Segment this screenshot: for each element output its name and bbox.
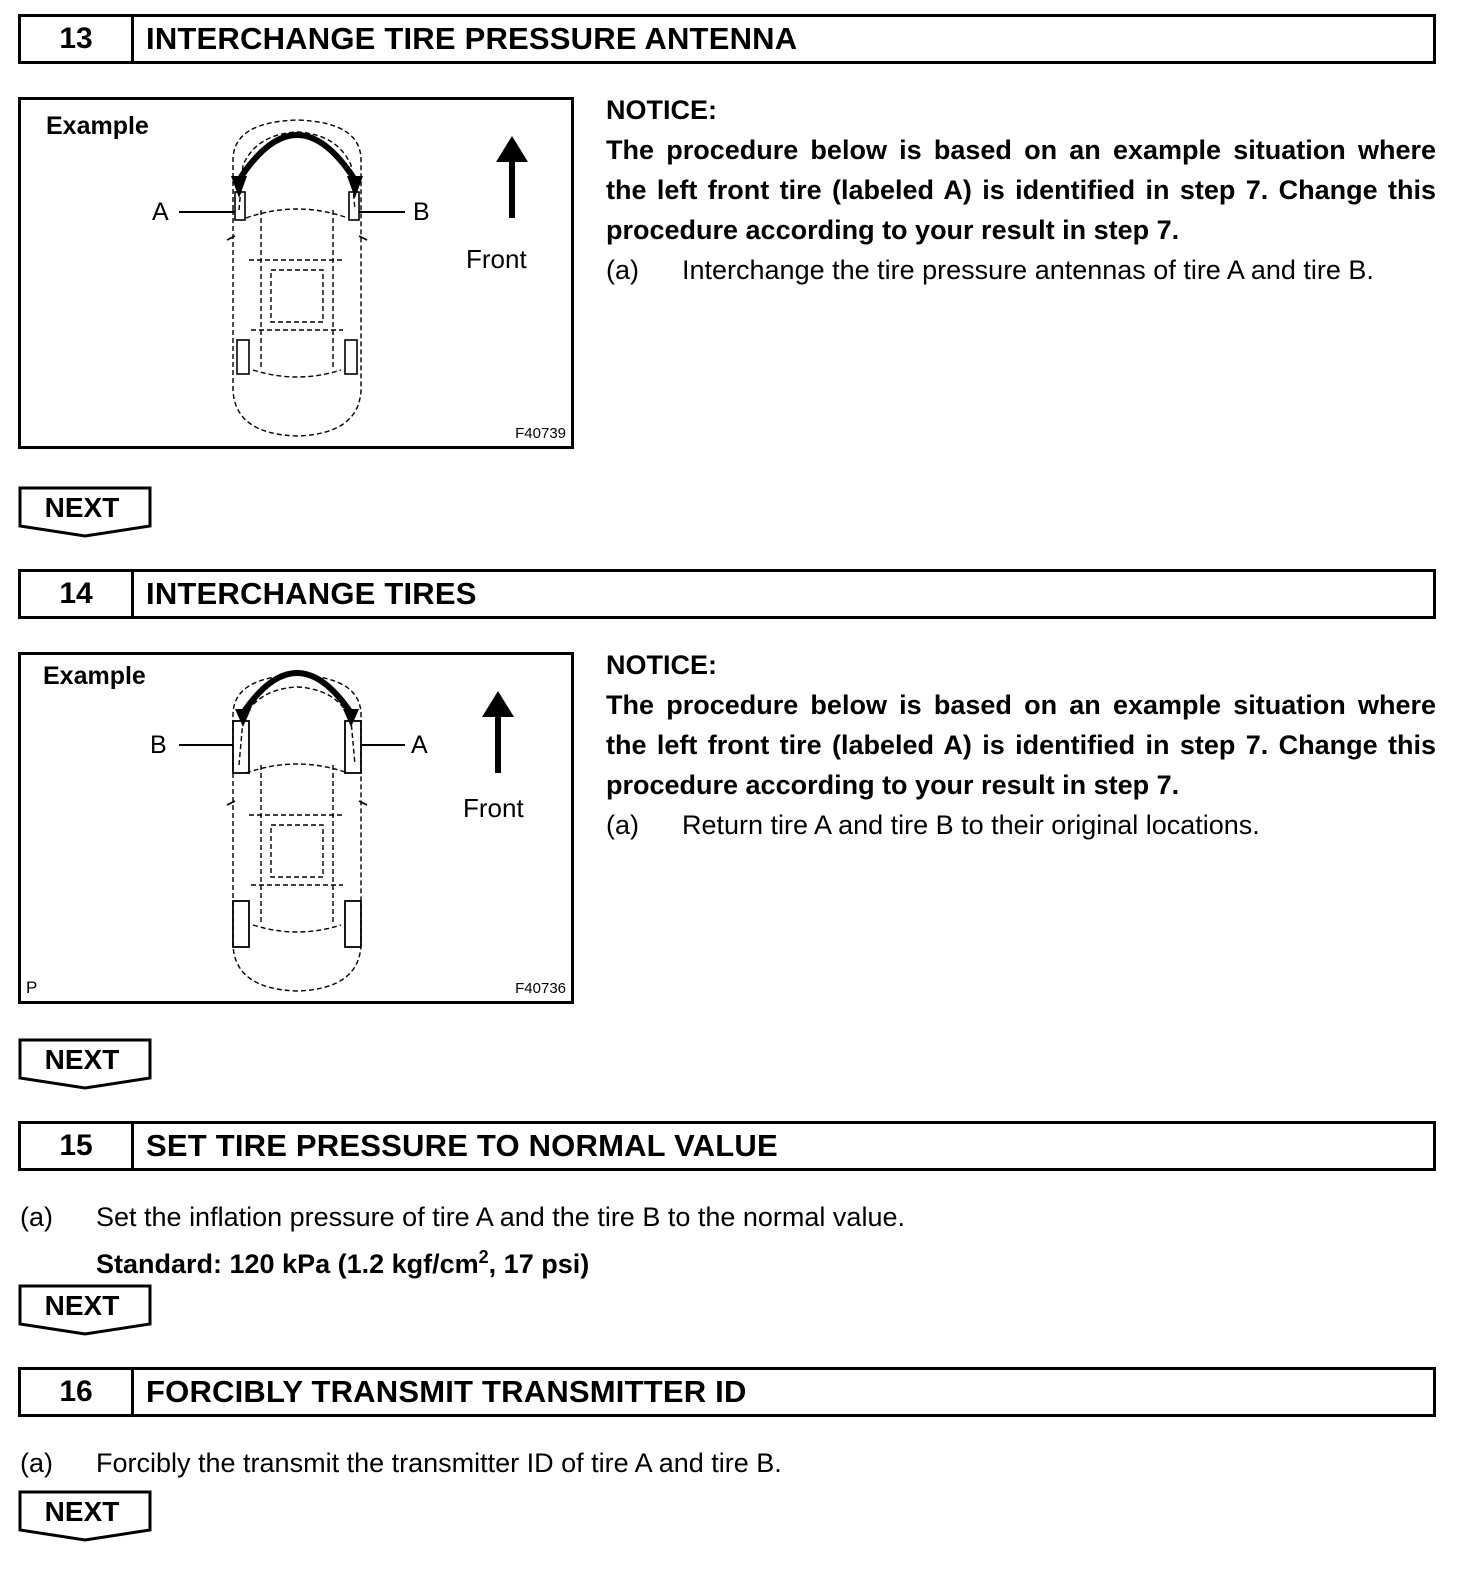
next-button-15[interactable] bbox=[18, 1284, 154, 1336]
step-number: 15 bbox=[21, 1124, 134, 1168]
figure-code: F40736 bbox=[515, 980, 566, 997]
car-top-view-diagram bbox=[21, 100, 577, 452]
standard-prefix: Standard: 120 kPa (1.2 kgf/cm bbox=[96, 1249, 479, 1279]
standard-value bbox=[20, 1237, 905, 1284]
step-a bbox=[20, 1443, 782, 1483]
next-label: NEXT bbox=[44, 1496, 120, 1527]
figure-corner-mark: P bbox=[26, 978, 38, 997]
next-label: NEXT bbox=[44, 492, 120, 523]
step-label: (a) bbox=[20, 1202, 53, 1232]
tire-b-label: B bbox=[150, 731, 167, 759]
next-label: NEXT bbox=[44, 1290, 120, 1321]
step-title: SET TIRE PRESSURE TO NORMAL VALUE bbox=[146, 1128, 778, 1163]
step-text: Set the inflation pressure of tire A and the tire B to the normal value. bbox=[96, 1202, 905, 1232]
section-14-header bbox=[18, 569, 1436, 619]
front-label: Front bbox=[466, 244, 527, 274]
section-14-notice bbox=[606, 645, 1436, 845]
step-text: Forcibly the transmit the transmitter ID of tire A and tire B. bbox=[96, 1448, 782, 1478]
next-button-14[interactable] bbox=[18, 1038, 154, 1090]
section-13-header bbox=[18, 14, 1436, 64]
section-15-body bbox=[20, 1197, 905, 1284]
step-label: (a) bbox=[606, 255, 639, 285]
step-label: (a) bbox=[606, 810, 639, 840]
notice-heading: NOTICE: bbox=[606, 95, 717, 125]
step-a bbox=[606, 805, 1436, 845]
tire-b-label: B bbox=[413, 198, 430, 226]
next-button-13[interactable] bbox=[18, 486, 154, 538]
step-number: 16 bbox=[21, 1370, 134, 1414]
section-14-figure bbox=[18, 652, 574, 1004]
step-number: 13 bbox=[21, 17, 134, 61]
step-label: (a) bbox=[20, 1448, 53, 1478]
notice-heading: NOTICE: bbox=[606, 650, 717, 680]
figure-code: F40739 bbox=[515, 425, 566, 442]
step-text: Interchange the tire pressure antennas of tire A and tire B. bbox=[682, 255, 1374, 285]
figure-example-label: Example bbox=[46, 112, 149, 140]
step-number: 14 bbox=[21, 572, 134, 616]
standard-superscript: 2 bbox=[478, 1247, 489, 1267]
section-16-header bbox=[18, 1367, 1436, 1417]
car-top-view-diagram bbox=[21, 655, 577, 1007]
section-16-body bbox=[20, 1443, 782, 1483]
front-label: Front bbox=[463, 793, 524, 823]
section-13-figure bbox=[18, 97, 574, 449]
tire-a-label: A bbox=[411, 731, 428, 759]
figure-example-label: Example bbox=[43, 662, 146, 690]
notice-text: The procedure below is based on an example situation where the left front tire (labeled A) is identified in step 7. Change this procedure according to your result in step 7. bbox=[606, 690, 1436, 800]
step-text: Return tire A and tire B to their original locations. bbox=[682, 810, 1260, 840]
notice-text: The procedure below is based on an example situation where the left front tire (labeled A) is identified in step 7. Change this procedure according to your result in step 7. bbox=[606, 135, 1436, 245]
section-13-notice bbox=[606, 90, 1436, 290]
next-button-16[interactable] bbox=[18, 1490, 154, 1542]
step-title: FORCIBLY TRANSMIT TRANSMITTER ID bbox=[146, 1374, 747, 1409]
step-title: INTERCHANGE TIRES bbox=[146, 576, 477, 611]
step-a bbox=[20, 1197, 905, 1237]
standard-suffix: , 17 psi) bbox=[488, 1249, 590, 1279]
tire-a-label: A bbox=[152, 198, 169, 226]
step-title: INTERCHANGE TIRE PRESSURE ANTENNA bbox=[146, 21, 798, 56]
next-label: NEXT bbox=[44, 1044, 120, 1075]
step-a bbox=[606, 250, 1436, 290]
section-15-header bbox=[18, 1121, 1436, 1171]
